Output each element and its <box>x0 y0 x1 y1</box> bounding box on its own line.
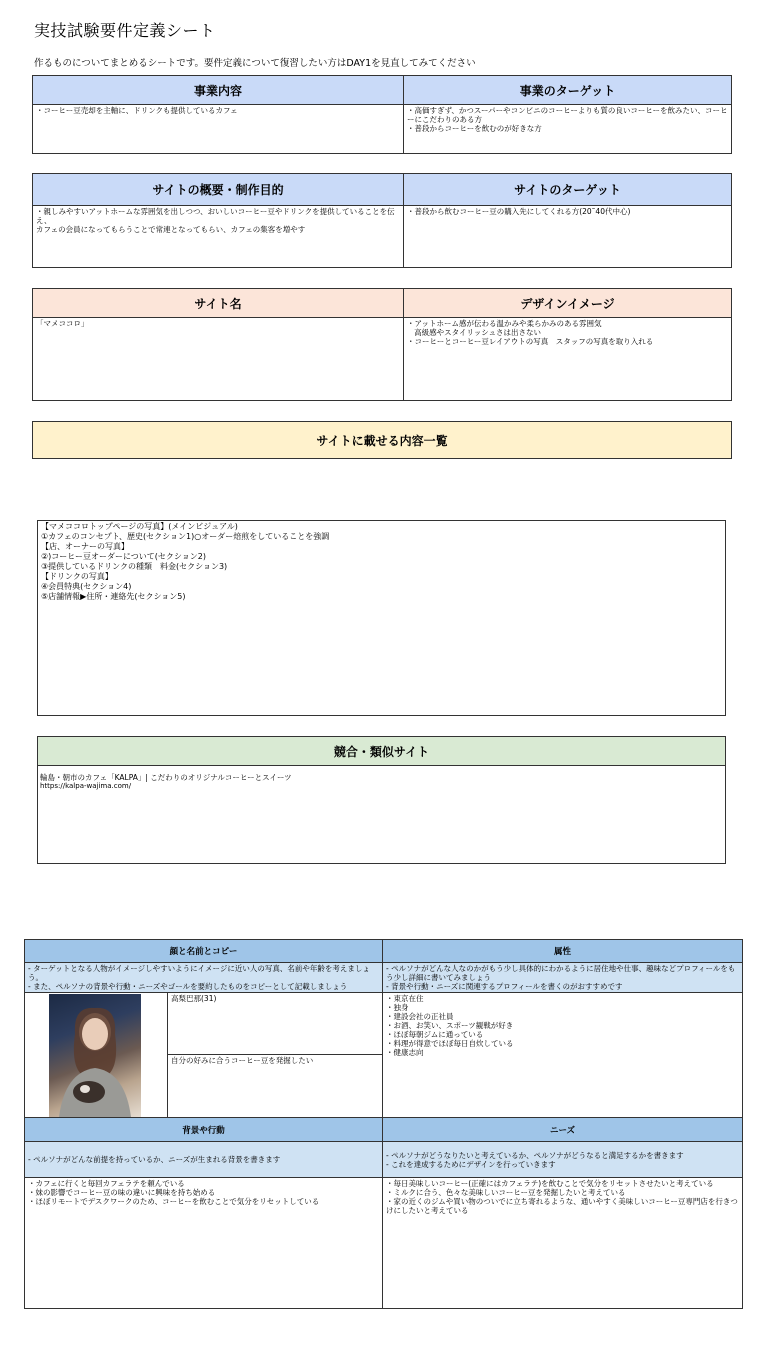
persona-photo-cell <box>24 992 168 1118</box>
persona-attr-note: - ペルソナがどんな人なのかがもう少し具体的にわかるように居住地や仕事、趣味などプロフィールをもう少し詳細に書いてみましょう - 背景や行動・ニーズに関連するプロフィールを書くのがおすすめです <box>382 962 743 993</box>
competitor-name: 輪島・朝市のカフェ「KALPA」| こだわりのオリジナルコーヒーとスイーツ <box>40 773 292 782</box>
design-image-header: デザインイメージ <box>403 288 732 318</box>
persona-needs-header: ニーズ <box>382 1117 743 1142</box>
contents-text: 【マメココロトップページの写真】(メインビジュアル) ①カフェのコンセプト、歴史(セクション1)○オーダー焙煎をしていることを強調 【店、オーナーの写真】 ②)コーヒー豆オーダーについて(セクション2) ③提供しているドリンクの種類 料金(セクション3) 【ドリンクの写真】 ④会員特典(セクション4) ⑤店舗情報▶住所・連絡先(セクション5) <box>41 522 330 601</box>
design-image-text: ・アットホーム感が伝わる温かみや柔らかみのある雰囲気 高級感やスタイリッシュさは出さない ・コーヒーとコーヒー豆レイアウトの写真 スタッフの写真を取り入れる <box>403 317 732 401</box>
persona-needs-text: ・毎日美味しいコーヒー(正確にはカフェラテ)を飲むことで気分をリセットさせたいと考えている ・ミルクに合う、色々な美味しいコーヒー豆を発掘したいと考えている ・家の近くのジムや買い物のついでに立ち寄れるような、通いやすく美味しいコーヒー豆専門店を行きつけにしたいと考えている <box>382 1177 743 1309</box>
persona-face-header: 顔と名前とコピー <box>24 939 383 963</box>
persona-silhouette-icon <box>49 994 141 1117</box>
site-target-header: サイトのターゲット <box>403 173 732 206</box>
persona-photo <box>49 994 141 1117</box>
page-title: 実技試験要件定義シート <box>34 21 216 40</box>
site-name-header: サイト名 <box>32 288 404 318</box>
persona-attr-text: ・東京在住 ・独身 ・建設会社の正社員 ・お酒、お笑い、スポーツ観戦が好き ・ほぼ毎朝ジムに通っている ・料理が得意でほぼ毎日自炊している ・健康志向 <box>382 992 743 1118</box>
persona-bg-header: 背景や行動 <box>24 1117 383 1142</box>
persona-face-note: - ターゲットとなる人物がイメージしやすいようにイメージに近い人の写真、名前や年齢を考えましょう。 - また、ペルソナの背景や行動・ニーズやゴールを要約したものをコピーとして記載しましょう <box>24 962 383 993</box>
contents-box <box>37 520 726 716</box>
persona-bg-note: - ペルソナがどんな前提を持っているか、ニーズが生まれる背景を書きます <box>24 1141 383 1178</box>
persona-needs-note: - ペルソナがどうなりたいと考えているか、ペルソナがどうなると満足するかを書きます - これを達成するためにデザインを行っていきます <box>382 1141 743 1178</box>
competitor-url[interactable]: https://kalpa-wajima.com/ <box>40 782 132 790</box>
persona-name: 高梨巴那(31) <box>167 992 383 1055</box>
contents-header: サイトに載せる内容一覧 <box>32 421 732 459</box>
persona-attr-header: 属性 <box>382 939 743 963</box>
business-target-text: ・高価すぎず、かつスーパーやコンビニのコーヒーよりも質の良いコーヒーを飲みたい、コーヒーにこだわりのある方 ・普段からコーヒーを飲むのが好きな方 <box>403 104 732 154</box>
business-content-header: 事業内容 <box>32 75 404 105</box>
business-content-text: ・コーヒー豆売却を主軸に、ドリンクも提供しているカフェ <box>32 104 404 154</box>
competitors-header: 競合・類似サイト <box>37 736 726 766</box>
business-target-header: 事業のターゲット <box>403 75 732 105</box>
competitors-box <box>37 765 726 864</box>
site-overview-text: ・親しみやすいアットホームな雰囲気を出しつつ、おいしいコーヒー豆やドリンクを提供していることを伝え、 カフェの会員になってもらうことで常連となってもらい、カフェの集客を増やす <box>32 205 404 268</box>
persona-copy: 自分の好みに合うコーヒー豆を発掘したい <box>167 1054 383 1118</box>
persona-bg-text: ・カフェに行くと毎回カフェラテを頼んでいる ・妹の影響でコーヒー豆の味の違いに興味を持ち始める ・ほぼリモートでデスクワークのため、コーヒーを飲むことで気分をリセットしている <box>24 1177 383 1309</box>
site-target-text: ・普段から飲むコーヒー豆の購入先にしてくれる方(20˜40代中心) <box>403 205 732 268</box>
site-name-text: 「マメココロ」 <box>32 317 404 401</box>
site-overview-header: サイトの概要・制作目的 <box>32 173 404 206</box>
page-subtitle: 作るものについてまとめるシートです。要件定義について復習したい方はDAY1を見直してみてください <box>34 58 476 69</box>
